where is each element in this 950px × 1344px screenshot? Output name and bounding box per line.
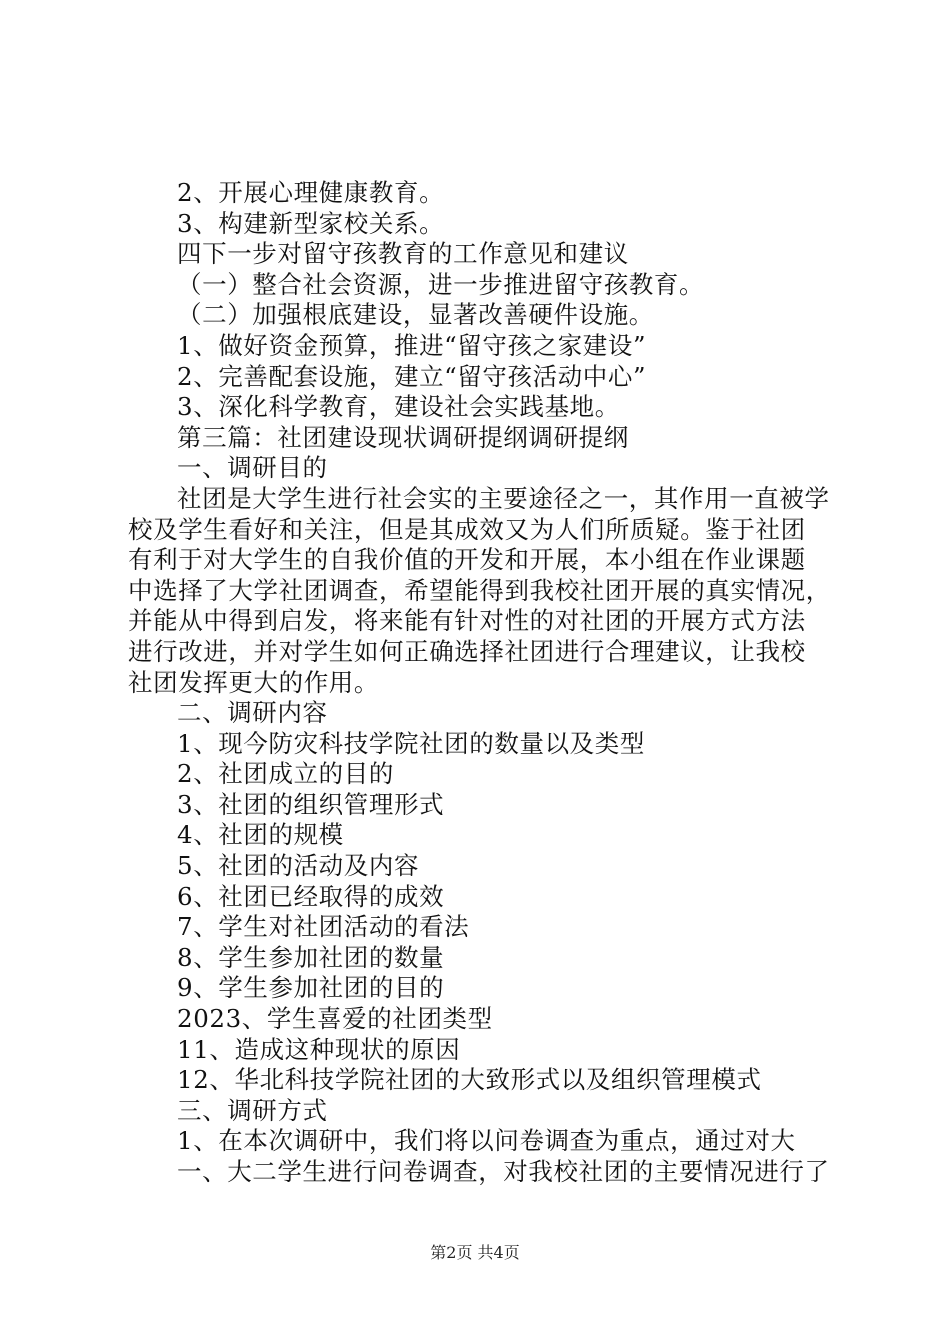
text-line: （一）整合社会资源，进一步推进留守孩教育。 [177,269,705,299]
text-line: 1、做好资金预算，推进“留守孩之家建设” [177,330,647,360]
list-item: 3、社团的组织管理形式 [177,789,445,819]
list-item: 9、学生参加社团的目的 [177,973,445,1003]
list-item: 12、华北科技学院社团的大致形式以及组织管理模式 [177,1065,762,1095]
document-body [128,178,834,1188]
list-item: 2023、学生喜爱的社团类型 [177,1004,493,1034]
text-line: 2、开展心理健康教育。 [177,178,445,207]
list-item: 5、社团的活动及内容 [177,851,420,881]
section-heading: 二、调研内容 [177,698,328,728]
list-item: 7、学生对社团活动的看法 [177,912,470,942]
chapter-title: 第三篇：社团建设现状调研提纲调研提纲 [177,422,629,452]
purpose-paragraph [128,484,834,698]
section-heading: 四下一步对留守孩教育的工作意见和建议 [177,239,629,269]
paragraph-line: 进行改进，并对学生如何正确选择社团进行合理建议，让我校 [128,636,806,666]
list-item: 6、社团已经取得的成效 [177,881,445,911]
text-line: 一、大二学生进行问卷调查，对我校社团的主要情况进行了 [177,1157,830,1186]
list-item: 4、社团的规模 [177,820,344,850]
section-heading: 一、调研目的 [177,453,328,483]
list-item: 2、社团成立的目的 [177,759,394,789]
text-line: （二）加强根底建设，显著改善硬件设施。 [177,300,654,330]
text-line: 3、构建新型家校关系。 [177,208,445,238]
list-item: 8、学生参加社团的数量 [177,942,445,972]
paragraph-line: 并能从中得到启发，将来能有针对性的对社团的开展方式方法 [128,606,806,636]
paragraph-line: 社团发挥更大的作用。 [128,667,379,697]
paragraph-line: 校及学生看好和关注，但是其成效又为人们所质疑。鉴于社团 [128,514,806,544]
text-line: 2、完善配套设施，建立“留守孩活动中心” [177,361,647,391]
text-line: 3、深化科学教育，建设社会实践基地。 [177,392,620,422]
paragraph-line: 中选择了大学社团调查，希望能得到我校社团开展的真实情况， [128,575,831,605]
list-item: 1、现今防灾科技学院社团的数量以及类型 [177,728,645,758]
list-item: 1、在本次调研中，我们将以问卷调查为重点，通过对大 [177,1126,796,1156]
paragraph-line: 社团是大学生进行社会实的主要途径之一，其作用一直被学 [177,483,830,513]
paragraph-line: 有利于对大学生的自我价值的开发和开展，本小组在作业课题 [128,545,806,575]
section-heading: 三、调研方式 [177,1095,328,1125]
page-number-footer: 第2页 共4页 [430,1243,520,1262]
list-item: 11、造成这种现状的原因 [177,1034,461,1064]
